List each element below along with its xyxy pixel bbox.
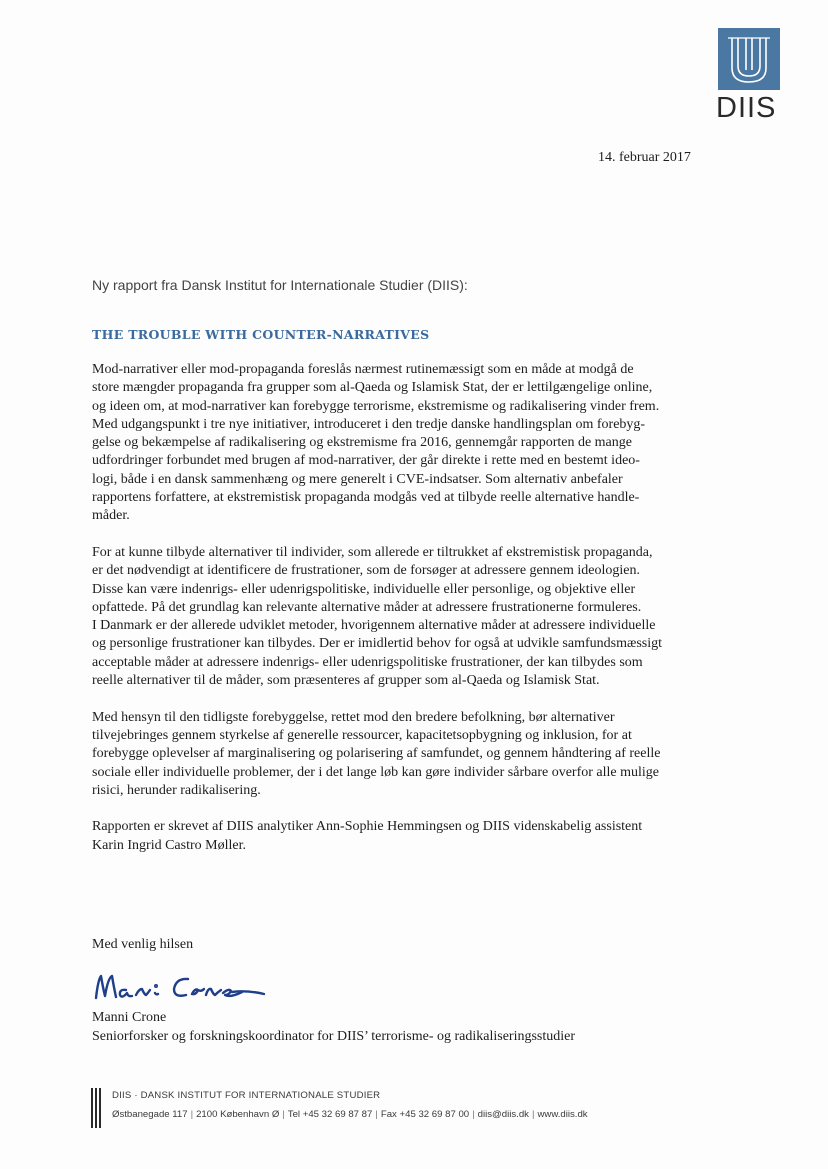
body-line: acceptable måder at adressere indenrigs- eller udenrigspolitiske frustrationer, der kan tilbydes som bbox=[92, 654, 643, 670]
body-line: Karin Ingrid Castro Møller. bbox=[92, 837, 246, 853]
body-line: sociale eller individuelle problemer, der i det lange løb kan gøre individer sårbare overfor alle mulige bbox=[92, 764, 659, 780]
footer-city: 2100 København Ø bbox=[196, 1109, 280, 1120]
diis-logo-mark bbox=[718, 28, 780, 90]
intro-line: Ny rapport fra Dansk Institut for Internationale Studier (DIIS): bbox=[92, 277, 468, 293]
body-line: Mod-narrativer eller mod-propaganda foreslås nærmest rutinemæssigt som en måde at modgå de bbox=[92, 362, 634, 377]
handwritten-signature bbox=[92, 968, 267, 1009]
footer-email[interactable]: diis@diis.dk bbox=[477, 1109, 529, 1120]
body-line: risici, herunder radikalisering. bbox=[92, 782, 261, 798]
body-line: I Danmark er der allerede udviklet metoder, hvorigennem alternative måder at adressere individuelle bbox=[92, 618, 656, 634]
body-line: Med udgangspunkt i tre nye initiativer, introduceret i den tredje danske handlingsplan om forebyg- bbox=[92, 416, 646, 432]
letter-date: 14. februar 2017 bbox=[598, 150, 691, 165]
footer-contact: Østbanegade 117 | 2100 København Ø | Tel +45 32 69 87 87 | Fax +45 32 69 87 00 | diis@diis.dk | www.diis.dk bbox=[112, 1109, 588, 1120]
footer-org: DIIS · DANSK INSTITUT FOR INTERNATIONALE STUDIER bbox=[112, 1090, 381, 1101]
footer-web[interactable]: www.diis.dk bbox=[537, 1109, 588, 1120]
paragraph-4 bbox=[92, 818, 712, 855]
paragraph-1 bbox=[92, 361, 712, 526]
body-line: og ideen om, at mod-narrativer kan forebygge terrorisme, ekstremisme og radikalisering vinder frem. bbox=[92, 398, 660, 414]
body-line: For at kunne tilbyde alternativer til individer, som allerede er tiltrukket af ekstremistisk propaganda, bbox=[92, 544, 653, 560]
body-line: rapportens forfattere, at ekstremistisk propaganda modgås ved at tilbyde reelle alternative handle- bbox=[92, 490, 640, 506]
body-line: Disse kan være indenrigs- eller udenrigspolitiske, individuelle eller personlige, og objektive eller bbox=[92, 581, 636, 597]
body-line: tilvejebringes gennem styrkelse af generelle ressourcer, kapacitetsopbygning og inklusion, for at bbox=[92, 727, 632, 743]
footer-address: Østbanegade 117 bbox=[112, 1109, 188, 1120]
body-line: gelse og bekæmpelse af radikalisering og ekstremisme fra 2016, gennemgår rapporten de mange bbox=[92, 435, 632, 451]
paragraph-3 bbox=[92, 709, 712, 800]
body-line: opfattede. På det grundlag kan relevante alternative måder at adressere frustrationerne formuleres. bbox=[92, 599, 642, 615]
body-line: Med hensyn til den tidligste forebyggelse, rettet mod den bredere befolkning, bør alternativer bbox=[92, 709, 615, 725]
body-line: er det nødvendigt at identificere de frustrationer, som de forsøger at adressere gennem ideologien. bbox=[92, 563, 640, 579]
body-line: logi, både i en dansk sammenhæng og mere generelt i CVE-indsatser. Som alternativ anbefaler bbox=[92, 471, 623, 487]
body-line: forebygge oplevelser af marginalisering og polarisering af samfundet, og gennem håndtering af reelle bbox=[92, 746, 661, 762]
body-line: udfordringer forbundet med brugen af mod-narrativer, der går direkte i rette med en bestemt ideo- bbox=[92, 453, 640, 469]
signer-name: Manni Crone bbox=[92, 1010, 167, 1025]
footer-bars-icon bbox=[91, 1088, 103, 1128]
diis-logo bbox=[716, 28, 782, 123]
body-line: og personlige frustrationer kan tilbydes. Der er imidlertid behov for også at udvikle samfundsmæssigt bbox=[92, 636, 662, 652]
paragraph-2 bbox=[92, 544, 712, 690]
signer-title: Seniorforsker og forskningskoordinator for DIIS’ terrorisme- og radikaliseringsstudier bbox=[92, 1029, 576, 1044]
footer-fax: Fax +45 32 69 87 00 bbox=[380, 1109, 470, 1120]
body-line: Rapporten er skrevet af DIIS analytiker Ann-Sophie Hemmingsen og DIIS videnskabelig assistent bbox=[92, 819, 643, 835]
letter-footer bbox=[112, 1090, 588, 1120]
report-heading: THE TROUBLE WITH COUNTER-NARRATIVES bbox=[92, 327, 430, 342]
body-line: store mængder propaganda fra grupper som al-Qaeda og Islamisk Stat, der er lettilgængelige online, bbox=[92, 380, 653, 396]
closing-greeting: Med venlig hilsen bbox=[92, 937, 194, 952]
diis-logo-text: DIIS bbox=[716, 92, 777, 124]
body-line: reelle alternativer til de måder, som præsenteres af grupper som al-Qaeda og Islamisk Stat. bbox=[92, 673, 600, 689]
letter-body bbox=[92, 361, 712, 873]
body-line: måder. bbox=[92, 508, 130, 524]
footer-tel: Tel +45 32 69 87 87 bbox=[287, 1109, 373, 1120]
